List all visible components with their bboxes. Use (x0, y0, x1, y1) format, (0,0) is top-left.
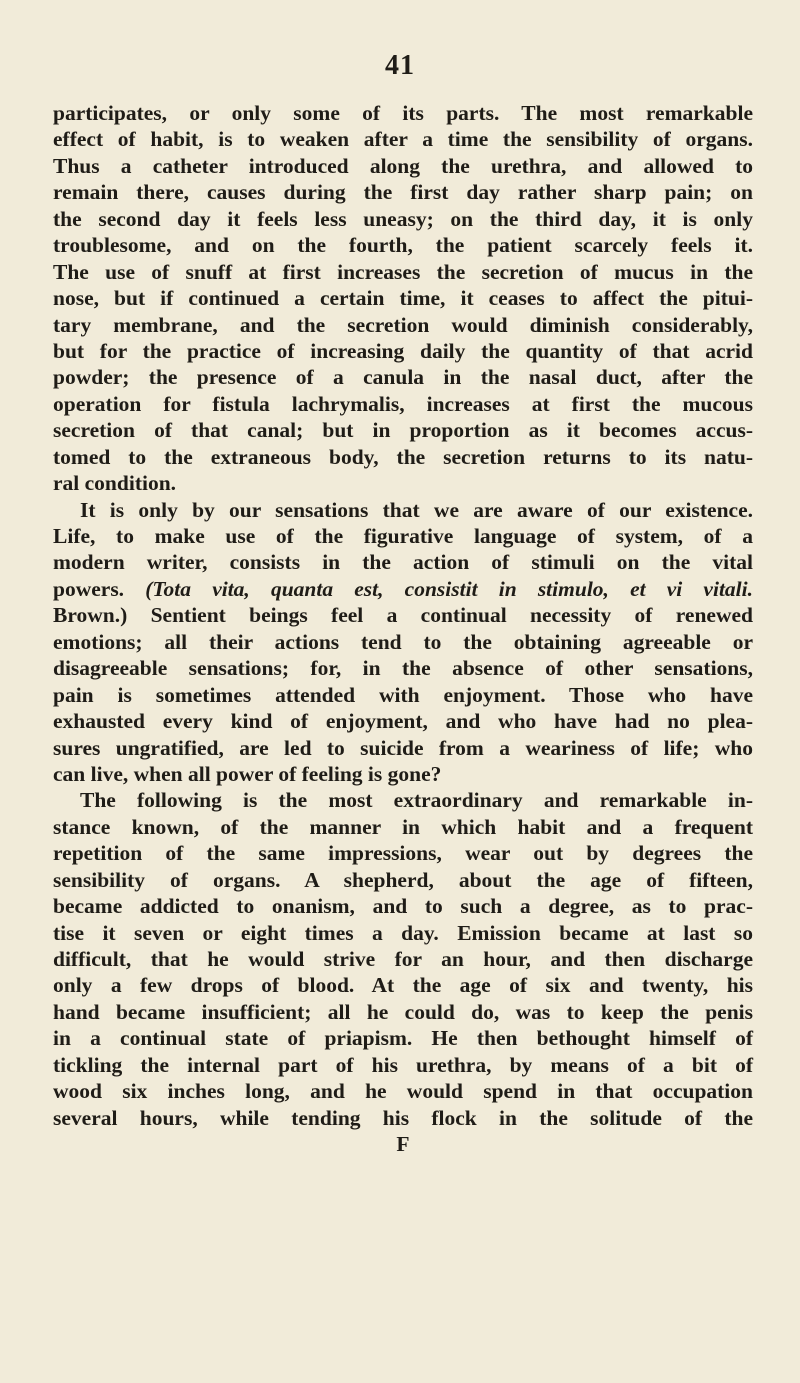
text-line: in a continual state of priapism. He then bethought himself of (53, 1026, 753, 1051)
text-line: Life, to make use of the figurative language of system, of a (53, 524, 753, 548)
text-line: nose, but if continued a certain time, it ceases to affect the pitui- (53, 286, 753, 311)
text-line: pain is sometimes attended with enjoyment. Those who have (53, 682, 753, 707)
text-line-italic: (Tota vita, quanta est, consistit in stimulo, et vi vitali. (145, 576, 753, 601)
text-line: tickling the internal part of his urethra, by means of a bit of (53, 1052, 753, 1077)
text-line: only a few drops of blood. At the age of six and twenty, his (53, 973, 753, 998)
text-line: modern writer, consists in the action of stimuli on the vital (53, 550, 753, 575)
text-line: Brown.) Sentient beings feel a continual necessity of renewed (53, 603, 753, 628)
text-line: can live, when all power of feeling is gone? (53, 761, 442, 786)
body-text (53, 100, 753, 1158)
text-line: wood six inches long, and he would spend in that occupation (53, 1079, 753, 1104)
text-line: effect of habit, is to weaken after a time the sensibility of organs. (53, 127, 753, 152)
text-line: secretion of that canal; but in proportion as it becomes accus- (53, 418, 753, 443)
text-line (53, 576, 753, 602)
text-line: tise it seven or eight times a day. Emission became at last so (53, 920, 753, 945)
text-line: powder; the presence of a canula in the nasal duct, after the (53, 365, 753, 390)
text-line: operation for fistula lachrymalis, increases at first the mucous (53, 391, 753, 416)
page-number: 41 (385, 50, 415, 81)
text-line: troublesome, and on the fourth, the patient scarcely feels it. (53, 233, 753, 258)
text-line: repetition of the same impressions, wear out by degrees the (53, 841, 753, 866)
signature-mark: F (396, 1132, 410, 1157)
text-line: ral condition. (53, 471, 177, 496)
text-line: Thus a catheter introduced along the urethra, and allowed to (53, 153, 753, 178)
text-line: the second day it feels less uneasy; on the third day, it is only (53, 206, 753, 231)
text-line: The use of snuff at first increases the secretion of mucus in the (53, 259, 753, 284)
text-line: difficult, that he would strive for an hour, and then discharge (53, 947, 753, 971)
text-line: participates, or only some of its parts. The most remarkable (53, 101, 753, 125)
text-line: tomed to the extraneous body, the secretion returns to its natu- (53, 444, 753, 469)
text-line: exhausted every kind of enjoyment, and who have had no plea- (53, 709, 753, 734)
text-line: stance known, of the manner in which habit and a frequent (53, 814, 753, 839)
text-line: tary membrane, and the secretion would diminish considerably, (53, 312, 753, 337)
text-line: remain there, causes during the first day rather sharp pain; on (53, 180, 753, 205)
text-line: sensibility of organs. A shepherd, about the age of fifteen, (53, 867, 753, 892)
text-line: hand became insufficient; all he could do, was to keep the penis (53, 999, 753, 1024)
text-line: but for the practice of increasing daily the quantity of that acrid (53, 338, 753, 363)
text-line: several hours, while tending his flock in the solitude of the (53, 1105, 753, 1130)
text-line: became addicted to onanism, and to such a degree, as to prac- (53, 894, 753, 919)
text-line: disagreeable sensations; for, in the absence of other sensations, (53, 656, 753, 681)
text-line-roman: powers. (53, 576, 125, 601)
text-line: sures ungratified, are led to suicide from a weariness of life; who (53, 735, 753, 760)
text-line: The following is the most extraordinary and remarkable in- (80, 788, 753, 813)
text-line: It is only by our sensations that we are aware of our existence. (80, 497, 753, 522)
text-line: emotions; all their actions tend to the obtaining agreeable or (53, 629, 753, 654)
